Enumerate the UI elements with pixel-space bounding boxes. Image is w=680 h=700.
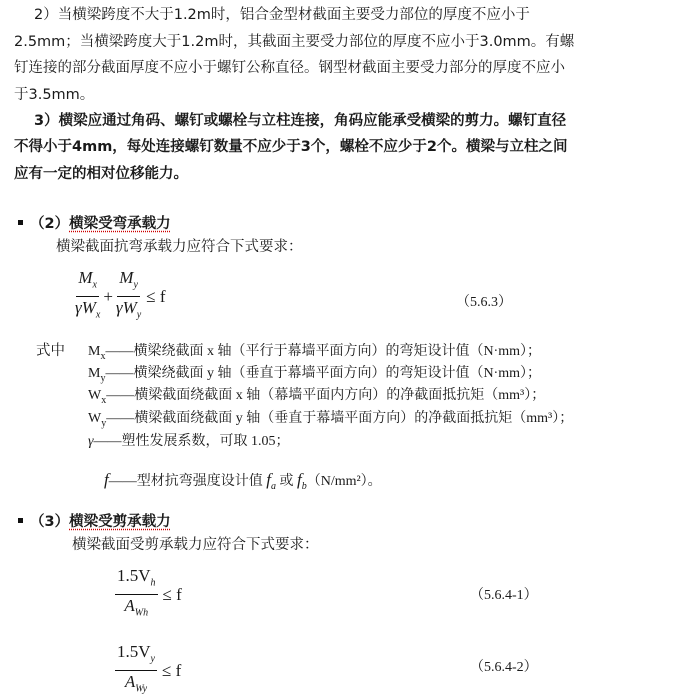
fraction: $\frac{M_x}{\gamma W_x}$ xyxy=(75,268,101,321)
para3-line2: 不得小于4mm，每处连接螺钉数量不应少于3个，螺栓不应少于2个。横梁与立柱之间 xyxy=(14,139,568,155)
bending-formula: $\frac{M_x}{\gamma W_x}$ + $\frac{M_y}{\gamma W_y}$ ≤ f xyxy=(72,268,166,326)
equation-number: （5.6.4-1） xyxy=(470,588,538,603)
section-bending-heading xyxy=(30,212,171,233)
shear-intro: 横梁截面受剪承载力应符合下式要求： xyxy=(72,537,319,553)
section-title: 横梁受弯承载力 xyxy=(69,216,171,232)
definition-wx: $W_x——$横梁截面绕截面 x 轴（幕墙平面内方向）的净截面抵抗矩（mm³）； xyxy=(88,388,546,406)
section-shear-heading xyxy=(30,510,171,531)
bullet-icon xyxy=(18,220,23,225)
section-title: 横梁受剪承载力 xyxy=(69,514,171,530)
para2-line1: 2）当横梁跨度不大于1.2m时，铝合金型材截面主要受力部位的厚度不应小于 xyxy=(34,7,530,23)
equation-number: （5.6.3） xyxy=(456,295,512,310)
definition-my: $M_y——$横梁绕截面 y 轴（垂直于幕墙平面方向）的弯矩设计值（N·mm）； xyxy=(88,366,542,384)
section-number: （2） xyxy=(30,216,70,232)
para2-line4: 于3.5mm。 xyxy=(14,87,95,103)
fraction: $\frac{M_y}{\gamma W_y}$ xyxy=(115,268,142,321)
bullet-icon xyxy=(18,518,23,523)
para2-line2: 2.5mm；当横梁跨度大于1.2m时，其截面主要受力部位的厚度不应小于3.0mm。有螺 xyxy=(14,34,575,50)
para3-line3: 应有一定的相对位移能力。 xyxy=(14,166,188,182)
fraction: $\frac{1.5V_y}{A_{Wy}}$ xyxy=(117,642,155,695)
para2-line3: 钉连接的部分截面厚度不应小于螺钉公称直径。钢型材截面主要受力部分的厚度不应小 xyxy=(14,60,565,76)
shear-formula-2: $\frac{1.5V_y}{A_{Wy}}$ ≤ f xyxy=(112,642,181,700)
section-number: （3） xyxy=(30,514,70,530)
fraction: $\frac{1.5V_h}{A_{Wh}}$ xyxy=(117,566,156,619)
shear-formula-1: $\frac{1.5V_h}{A_{Wh}}$ ≤ f xyxy=(112,566,182,624)
bending-intro: 横梁截面抗弯承载力应符合下式要求： xyxy=(56,239,303,255)
definition-gamma: γ——塑性发展系数，可取 1.05； xyxy=(88,434,290,449)
equation-number: （5.6.4-2） xyxy=(470,660,538,675)
definition-mx: $M_x——$横梁绕截面 x 轴（平行于幕墙平面方向）的弯矩设计值（N·mm）； xyxy=(88,344,542,362)
where-label: 式中 xyxy=(36,343,65,359)
para3-line1: 3）横梁应通过角码、螺钉或螺栓与立柱连接，角码应能承受横梁的剪力。螺钉直径 xyxy=(34,113,567,129)
definition-wy: $W_y——$横梁截面绕截面 y 轴（垂直于幕墙平面方向）的净截面抵抗矩（mm³）； xyxy=(88,411,574,429)
